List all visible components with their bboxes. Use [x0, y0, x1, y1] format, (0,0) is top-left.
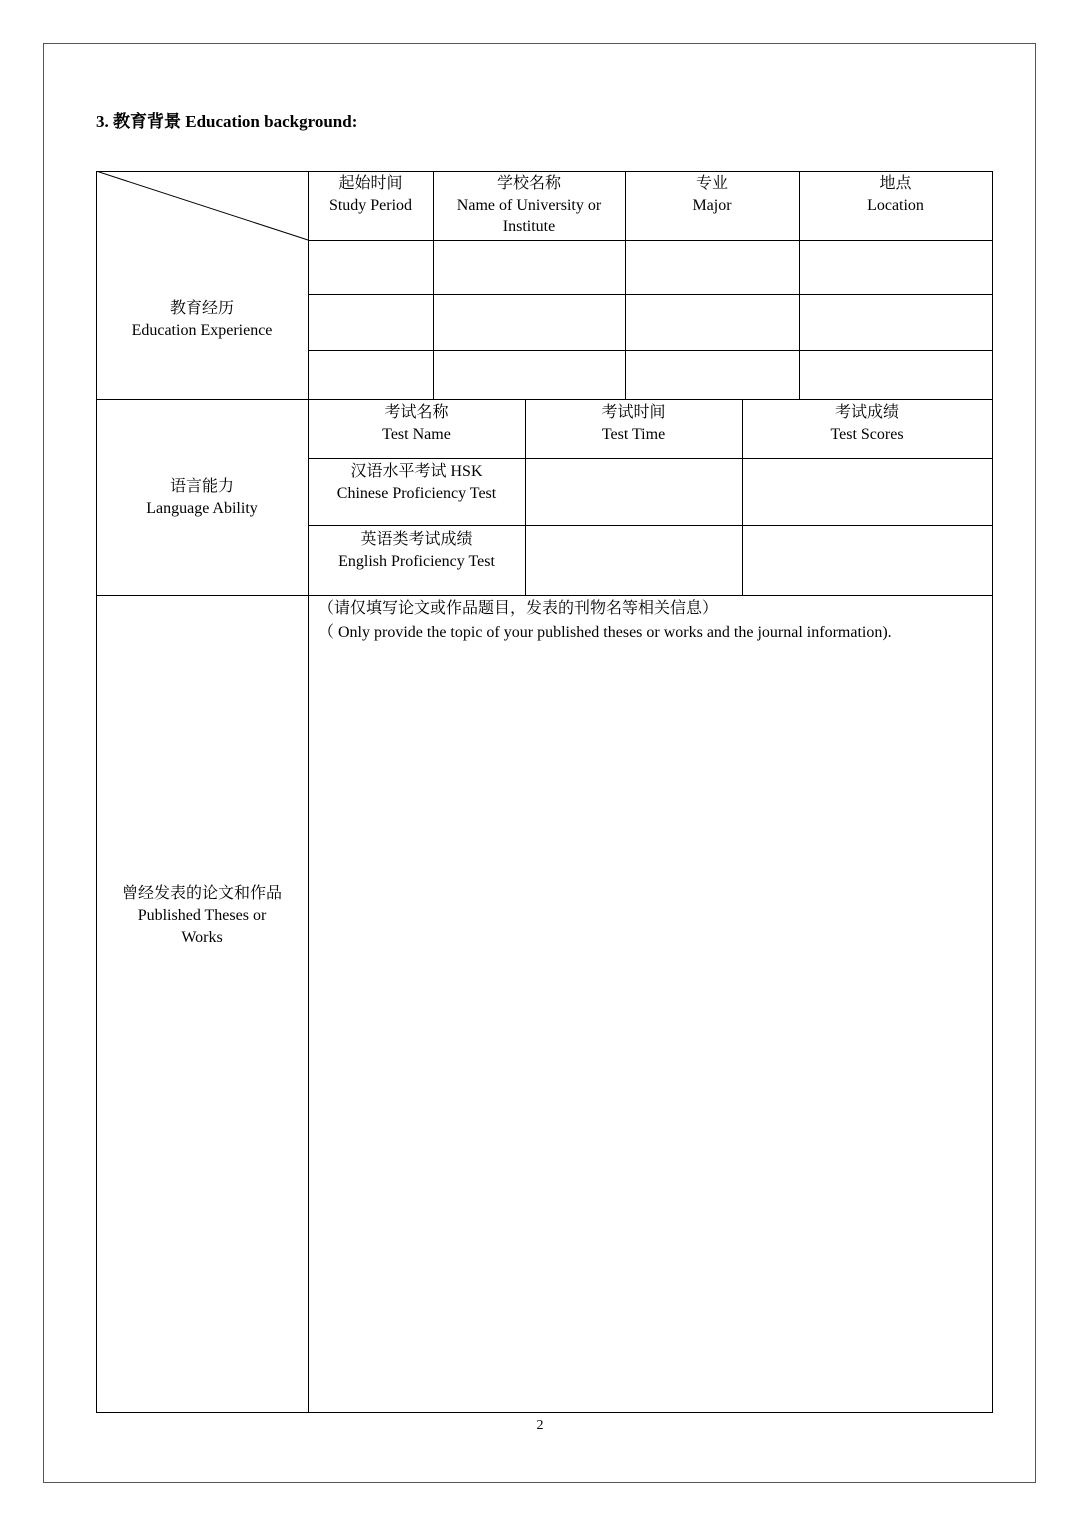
publications-en: Published Theses or Works [137, 907, 267, 946]
header-test-name [308, 402, 525, 458]
education-experience-label [96, 240, 308, 399]
language-ability-label [96, 400, 308, 595]
page-number: 2 [536, 1418, 544, 1433]
english-test-en: English Proficiency Test [338, 553, 495, 570]
header-study-period-cn: 起始时间 [338, 175, 403, 192]
language-ability-cn: 语言能力 [169, 477, 234, 495]
language-ability-en: Language Ability [146, 499, 258, 517]
section-title: 3. 教育背景 Education background: [96, 112, 358, 131]
hsk-test-en: Chinese Proficiency Test [336, 485, 497, 502]
edu-row-3-major-field[interactable] [626, 351, 799, 399]
header-test-name-cn: 考试名称 [384, 404, 449, 421]
header-major-cn: 专业 [695, 175, 728, 192]
english-test-scores-field[interactable] [743, 526, 992, 595]
edu-row-3-university-field[interactable] [434, 351, 625, 399]
edu-row-1-major-field[interactable] [626, 241, 799, 294]
hsk-test-scores-field[interactable] [743, 459, 992, 525]
publications-cn: 曾经发表的论文和作品 [121, 885, 282, 902]
publications-note-cn: （请仅填写论文或作品题目，发表的刊物名等相关信息） [318, 600, 719, 617]
hsk-test-cn: 汉语水平考试 HSK [350, 463, 483, 480]
header-location-cn: 地点 [879, 175, 912, 192]
edu-row-2-location-field[interactable] [800, 295, 992, 350]
header-test-scores-cn: 考试成绩 [834, 404, 899, 421]
header-major-en: Major [692, 197, 732, 214]
header-university-cn: 学校名称 [496, 175, 561, 192]
header-location [799, 173, 992, 240]
header-study-period [308, 173, 433, 240]
english-test-time-field[interactable] [526, 526, 742, 595]
edu-row-3-period-field[interactable] [309, 351, 433, 399]
english-test-label [308, 529, 525, 595]
publications-label [96, 596, 308, 1236]
education-experience-cn: 教育经历 [169, 299, 234, 317]
header-location-en: Location [867, 197, 924, 214]
hsk-test-label [308, 461, 525, 525]
header-university-en: Name of University or Institute [456, 197, 602, 235]
edu-row-1-location-field[interactable] [800, 241, 992, 294]
header-test-name-en: Test Name [382, 426, 451, 443]
hsk-test-time-field[interactable] [526, 459, 742, 525]
edu-row-3-location-field[interactable] [800, 351, 992, 399]
header-test-time-cn: 考试时间 [601, 404, 666, 421]
publications-note [318, 597, 985, 645]
header-test-time [525, 402, 742, 458]
header-study-period-en: Study Period [328, 197, 413, 214]
edu-row-1-university-field[interactable] [434, 241, 625, 294]
header-test-time-en: Test Time [601, 426, 666, 443]
diagonal-header-line [96, 171, 309, 241]
edu-row-1-period-field[interactable] [309, 241, 433, 294]
header-university [433, 173, 625, 240]
header-test-scores [742, 402, 992, 458]
education-experience-en: Education Experience [131, 321, 273, 339]
header-test-scores-en: Test Scores [830, 426, 904, 443]
english-test-cn: 英语类考试成绩 [360, 531, 473, 548]
edu-row-2-period-field[interactable] [309, 295, 433, 350]
header-major [625, 173, 799, 240]
publications-note-en: （ Only provide the topic of your published theses or works and the journal information). [318, 624, 892, 641]
publications-field[interactable] [309, 680, 992, 1412]
edu-row-2-major-field[interactable] [626, 295, 799, 350]
edu-row-2-university-field[interactable] [434, 295, 625, 350]
